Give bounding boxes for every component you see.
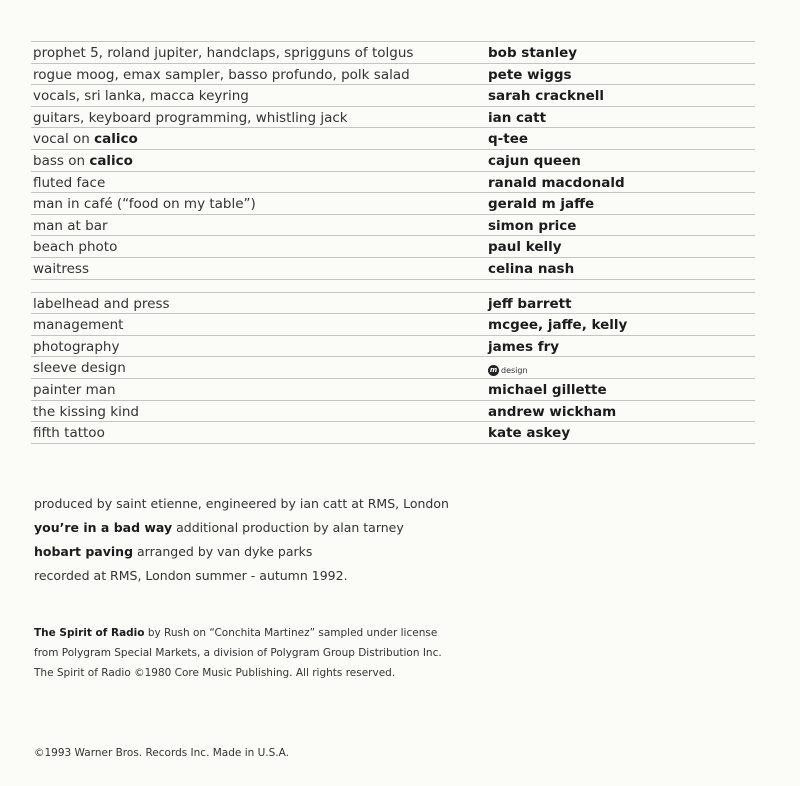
song-title: hobart paving — [34, 544, 134, 559]
credit-name: paul kelly — [488, 239, 562, 256]
credit-name: bob stanley — [488, 45, 578, 61]
credit-row — [31, 214, 755, 236]
license-line: The Spirit of Radio ©1980 Core Music Publishing. All rights reserved. — [34, 667, 396, 679]
production-line: hobart paving arranged by van dyke parks — [34, 544, 313, 559]
m-logo-icon: m — [489, 366, 498, 375]
credit-role: man in café (“food on my table”) — [33, 196, 256, 213]
divider — [31, 443, 755, 444]
production-line: produced by saint etienne, engineered by ian catt at RMS, London — [34, 496, 449, 511]
credit-name: pete wiggs — [488, 66, 572, 83]
credit-name: mcgee, jaffe, kelly — [488, 317, 628, 334]
credit-name: jeff barrett — [488, 295, 572, 312]
credit-role: vocals, sri lanka, macca keyring — [33, 88, 249, 105]
license-line: from Polygram Special Markets, a division of Polygram Group Distribution Inc. — [34, 647, 442, 659]
logo-text: design — [501, 366, 528, 376]
credit-row — [31, 378, 755, 400]
credit-row — [31, 235, 755, 257]
song-title: calico — [89, 152, 133, 169]
credit-row — [31, 84, 755, 106]
credit-role: management — [33, 317, 124, 334]
credit-role: the kissing kind — [33, 403, 139, 420]
copyright-notice: ©1993 Warner Bros. Records Inc. Made in U.S.A. — [34, 747, 289, 759]
credit-role: prophet 5, roland jupiter, handclaps, sprigguns of tolgus — [33, 45, 414, 61]
credit-row — [31, 313, 755, 335]
credits-list — [31, 41, 755, 444]
credit-row — [31, 41, 755, 63]
credit-row — [31, 335, 755, 357]
production-notes — [34, 494, 449, 590]
credit-role: guitars, keyboard programming, whistling jack — [33, 109, 348, 126]
credit-name: kate askey — [488, 425, 571, 442]
credit-row — [31, 171, 755, 193]
credit-name: ian catt — [488, 109, 547, 126]
production-line: recorded at RMS, London summer - autumn 1992. — [34, 568, 348, 583]
credit-row — [31, 127, 755, 149]
credit-row — [31, 106, 755, 128]
song-title: you’re in a bad way — [34, 520, 173, 535]
credit-name — [488, 360, 528, 376]
song-title: calico — [94, 131, 138, 148]
credit-row — [31, 400, 755, 422]
credit-role-text: vocal on — [33, 131, 95, 148]
credit-role: sleeve design — [33, 360, 126, 377]
song-title: The Spirit of Radio — [34, 627, 145, 639]
credit-row — [31, 292, 755, 314]
credit-role: beach photo — [33, 239, 118, 256]
credit-row — [31, 149, 755, 171]
credit-name: celina nash — [488, 260, 575, 277]
credit-row — [31, 192, 755, 214]
credit-role — [33, 153, 133, 169]
credit-role: man at bar — [33, 217, 108, 234]
license-notice — [34, 624, 442, 684]
credit-name: q-tee — [488, 131, 529, 148]
credit-role: photography — [33, 338, 120, 355]
production-line: you’re in a bad way additional production by alan tarney — [34, 520, 404, 535]
credit-name: james fry — [488, 338, 560, 355]
credit-row — [31, 257, 755, 279]
credit-role: fluted face — [33, 174, 106, 191]
credit-role-text: bass on — [33, 152, 90, 169]
credit-role: waitress — [33, 260, 89, 277]
credit-name: michael gillette — [488, 381, 607, 398]
credit-name: sarah cracknell — [488, 88, 604, 105]
credit-row — [31, 63, 755, 85]
credit-name: cajun queen — [488, 152, 581, 169]
credit-name: ranald macdonald — [488, 174, 625, 191]
credit-row — [31, 356, 755, 378]
design-studio-logo — [488, 365, 528, 376]
credit-role: fifth tattoo — [33, 425, 105, 442]
credit-name: simon price — [488, 217, 577, 234]
credit-role — [33, 131, 138, 147]
credit-row — [31, 421, 755, 443]
credit-role: painter man — [33, 381, 116, 398]
credit-name: andrew wickham — [488, 403, 617, 420]
credit-role: labelhead and press — [33, 295, 170, 312]
credit-role: rogue moog, emax sampler, basso profundo, polk salad — [33, 66, 410, 83]
credit-name: gerald m jaffe — [488, 196, 595, 213]
license-line: The Spirit of Radio by Rush on “Conchita Martinez” sampled under license — [34, 627, 438, 639]
